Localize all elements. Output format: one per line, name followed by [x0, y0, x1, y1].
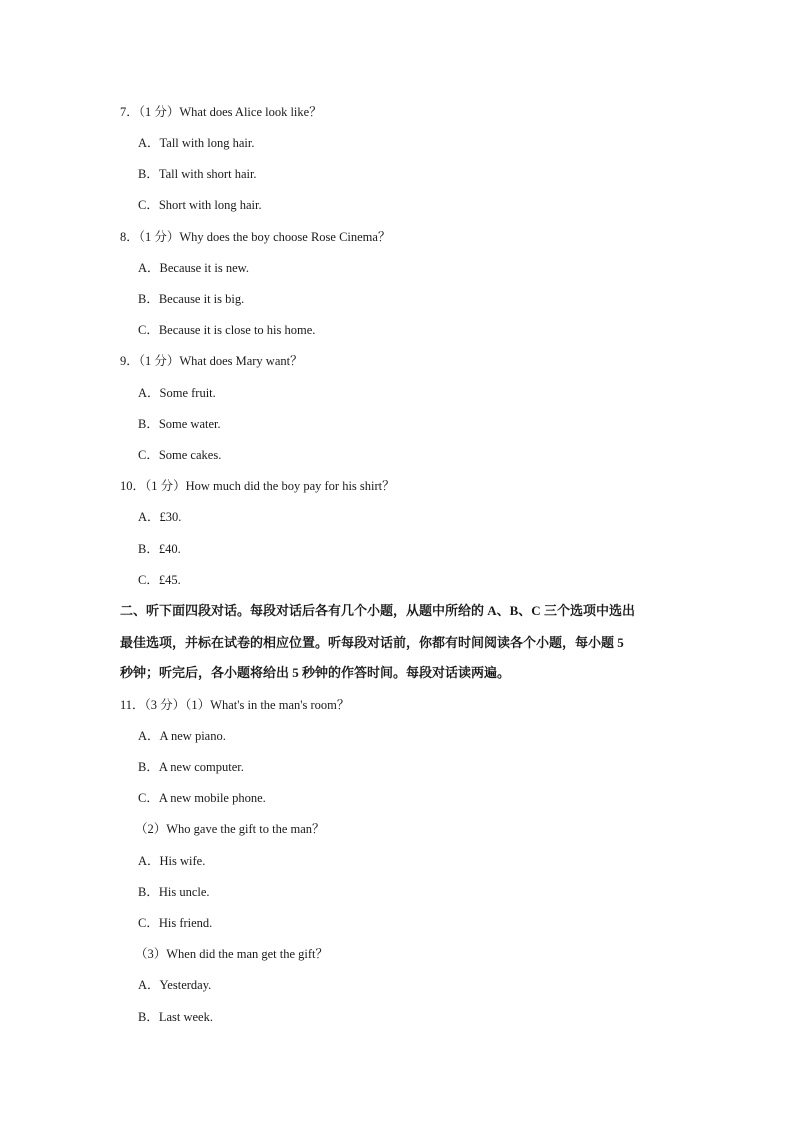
- question-11-2-option-b: B．His uncle.: [138, 885, 210, 899]
- question-11-sub-3-stem: （3）When did the man get the gift？: [135, 947, 329, 961]
- question-7-option-c: C．Short with long hair.: [138, 198, 262, 212]
- question-11-1-option-a: A．A new piano.: [138, 729, 226, 743]
- question-9-option-a: A．Some fruit.: [138, 386, 216, 400]
- section-2-instructions-line-1: 二、听下面四段对话。每段对话后各有几个小题，从题中所给的 A、B、C 三个选项中选出: [120, 603, 635, 618]
- question-11-1-option-b: B．A new computer.: [138, 760, 244, 774]
- question-8-option-a: A．Because it is new.: [138, 261, 249, 275]
- question-8-option-b: B．Because it is big.: [138, 292, 245, 306]
- question-8-stem: 8．（1 分）Why does the boy choose Rose Cinema？: [120, 230, 391, 244]
- question-7-option-b: B．Tall with short hair.: [138, 167, 257, 181]
- question-10-option-c: C．£45.: [138, 573, 181, 587]
- question-9-option-c: C．Some cakes.: [138, 448, 222, 462]
- question-11-2-option-a: A．His wife.: [138, 854, 206, 868]
- question-11-3-option-b: B．Last week.: [138, 1010, 213, 1024]
- question-10-option-a: A．£30.: [138, 510, 182, 524]
- question-11-3-option-a: A．Yesterday.: [138, 978, 212, 992]
- section-2-instructions-line-2: 最佳选项，并标在试卷的相应位置。听每段对话前，你都有时间阅读各个小题，每小题 5: [120, 635, 624, 650]
- question-7-stem: 7．（1 分）What does Alice look like？: [120, 105, 322, 119]
- question-11-1-option-c: C．A new mobile phone.: [138, 791, 266, 805]
- question-7-option-a: A．Tall with long hair.: [138, 136, 255, 150]
- question-8-option-c: C．Because it is close to his home.: [138, 323, 316, 337]
- question-11-stem: 11．（3 分）（1）What's in the man's room？: [120, 698, 350, 712]
- question-9-stem: 9．（1 分）What does Mary want？: [120, 354, 303, 368]
- question-9-option-b: B．Some water.: [138, 417, 221, 431]
- question-11-2-option-c: C．His friend.: [138, 916, 213, 930]
- question-10-option-b: B．£40.: [138, 542, 181, 556]
- question-11-sub-2-stem: （2）Who gave the gift to the man？: [135, 822, 325, 836]
- section-2-instructions-line-3: 秒钟；听完后，各小题将给出 5 秒钟的作答时间。每段对话读两遍。: [120, 665, 511, 680]
- question-10-stem: 10．（1 分）How much did the boy pay for his shirt？: [120, 479, 395, 493]
